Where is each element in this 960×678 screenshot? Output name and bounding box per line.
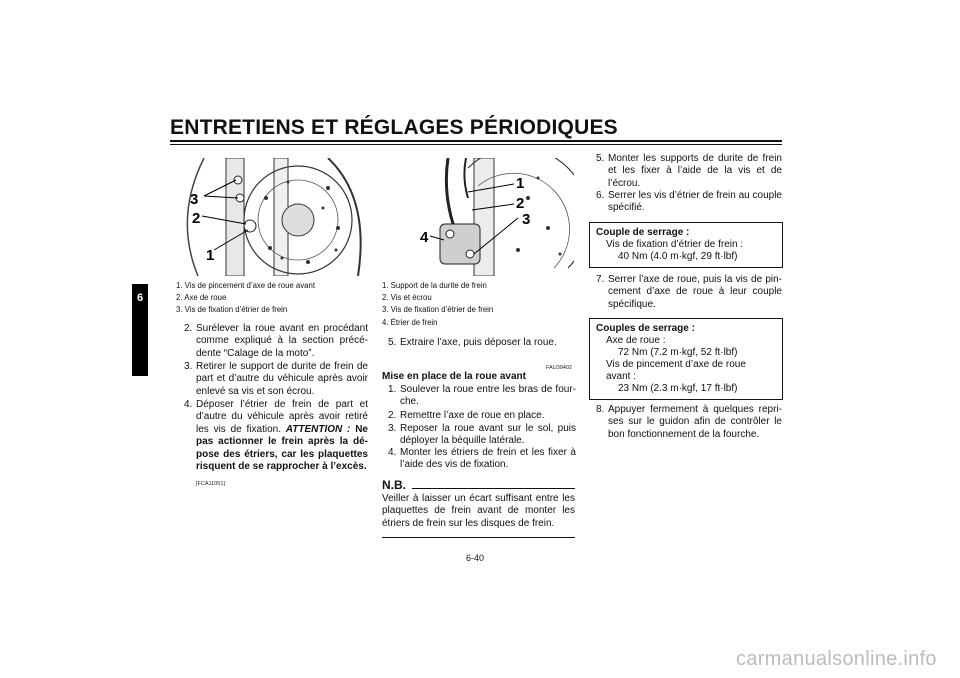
header-rule (170, 140, 782, 142)
fig2-caption-3: 3. Vis de fixation d’étrier de frein (382, 305, 494, 315)
fig1-caption-2: 2. Axe de roue (176, 293, 227, 303)
fig2-captions (382, 280, 493, 329)
col1-code: [FCA11051] (196, 481, 225, 487)
torque-box-2-value2: 23 Nm (2.3 m·kgf, 17 ft·lbf) (618, 383, 738, 394)
page-title: ENTRETIENS ET RÉGLAGES PÉRIODIQUES (170, 116, 618, 139)
fig2-caption-4: 4. Étrier de frein (382, 317, 438, 327)
torque-box-2-line1: Axe de roue : (606, 335, 666, 346)
fig1-caption-3: 3. Vis de fixation d’étrier de frein (176, 305, 288, 315)
attention-text: Ne pas actionner le frein après la dé-pose des étriers, car les plaquettes risquent de se rapprocher à l’excès. (196, 423, 368, 473)
step4-text: Déposer l’étrier de frein de part et d’autre du véhicule après avoir retiré les vis de fixation. (196, 399, 368, 435)
fig1-callout-1: 1 (206, 247, 215, 264)
col3-step-8: 8. Appuyer fermement à quelques repri-ses sur le guidon afin de contrôler le bon fonctionnement de la fourche. (596, 404, 782, 440)
col3-step-6: 6. Serrer les vis d’étrier de frein au couple spécifié. (596, 190, 782, 214)
col2-step-3: 3. Reposer la roue avant sur le sol, puis déployer la béquille latérale. (388, 423, 576, 447)
fig1-callout-2: 2 (192, 210, 201, 227)
fig1-caption-1: 1. Vis de pincement d’axe de roue avant (176, 281, 315, 290)
torque-box-1-line1: Vis de fixation d’étrier de frein : (606, 239, 744, 250)
nb-text: Veiller à laisser un écart suffisant entre les plaquettes de frein avant de monter les étriers de frein sur les disques de frein. (382, 493, 575, 529)
torque-box-2-value1: 72 Nm (7.2 m·kgf, 52 ft·lbf) (618, 347, 738, 358)
col3-step-5: 5. Monter les supports de durite de frein et les fixer à l’aide de la vis et de l’écrou. (596, 153, 782, 189)
col2-step-4: 4. Monter les étriers de frein et les fixer à l’aide des vis de fixation. (388, 447, 576, 471)
header-rule-thin (170, 144, 782, 145)
fig2-caption-2: 2. Vis et écrou (382, 293, 432, 303)
fig2-callout-2: 2 (516, 195, 525, 212)
watermark: carmanualsonline.info (736, 648, 937, 670)
col2-step-5: 5. Extraire l’axe, puis déposer la roue. (388, 337, 557, 348)
col2-code: FAU39402 (546, 365, 572, 371)
fig1-callout-3: 3 (190, 191, 199, 208)
col1-step-2: 2. Surélever la roue avant en procédant comme expliqué à la section précé-dente “Calage de la moto”. (184, 323, 368, 359)
front-wheel-axle-figure (178, 158, 370, 276)
torque-box-2-line3: Vis de pincement d’axe de roue (606, 359, 746, 370)
fig2-caption-1: 1. Support de la durite de frein (382, 281, 487, 290)
col2-step-2: 2. Remettre l’axe de roue en place. (388, 410, 545, 421)
nb-title: N.B. (382, 478, 406, 492)
col3-step-7: 7. Serrer l’axe de roue, puis la vis de pin-cement d’axe de roue à leur couple spécifique. (596, 274, 782, 310)
col1-step-3: 3. Retirer le support de durite de frein de part et d’autre du véhicule après avoir enlevé sa vis et son écrou. (184, 361, 368, 397)
col2-step-1: 1. Soulever la roue entre les bras de four-che. (388, 384, 576, 408)
nb-rule-top (412, 488, 575, 489)
torque-box-1 (589, 222, 783, 268)
torque-box-2-title: Couples de serrage : (596, 323, 695, 334)
torque-box-1-title: Couple de serrage : (596, 227, 690, 238)
torque-box-1-value: 40 Nm (4.0 m·kgf, 29 ft·lbf) (618, 251, 738, 262)
brake-caliper-figure (378, 158, 574, 276)
section-heading: Mise en place de la roue avant (382, 371, 526, 382)
page-number: 6-40 (466, 553, 485, 563)
torque-box-2-line4: avant : (606, 371, 637, 382)
attention-label: ATTENTION : (285, 423, 351, 435)
chapter-number: 6 (137, 292, 144, 304)
fig1-captions (176, 280, 315, 317)
fig2-callout-1: 1 (516, 175, 525, 192)
torque-box-2 (589, 318, 783, 400)
col1-step-4: 4. Déposer l’étrier de frein de part et d’autre du véhicule après avoir retiré les vis de fixation. ATTENTION : Ne pas actionner le frein après la dé-pose des étriers, car les plaquettes risquent de se rapprocher à l’excès. (184, 399, 368, 473)
fig2-callout-3: 3 (522, 211, 531, 228)
fig2-callout-4: 4 (420, 229, 429, 246)
nb-rule-bottom (382, 537, 575, 538)
